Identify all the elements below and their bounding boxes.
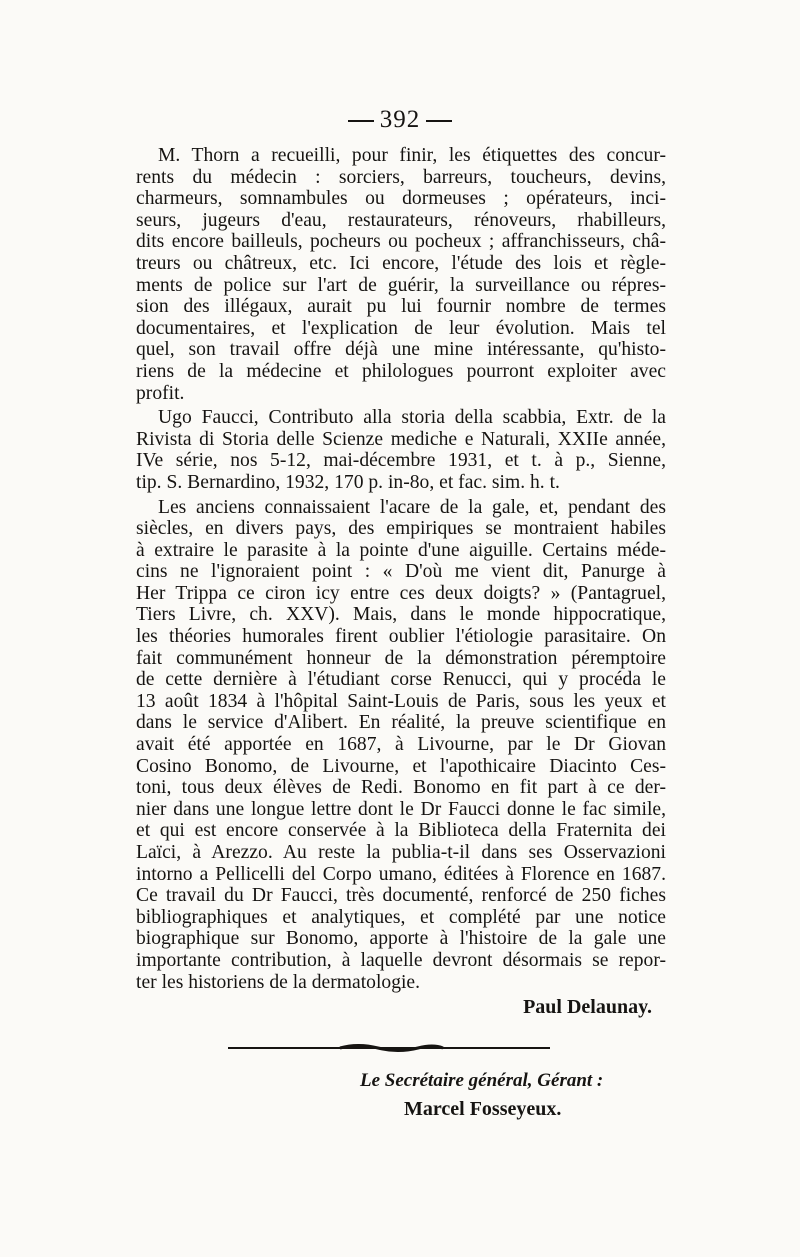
text-line: ments de police sur l'art de guérir, la surveillance ou répres- — [136, 274, 666, 296]
text-line: importante contribution, à laquelle devront désormais se repor- — [136, 949, 666, 971]
decorative-rule — [228, 1044, 550, 1052]
text-line: Laïci, à Arezzo. Au reste la publia-t-il dans ses Osservazioni — [136, 842, 666, 863]
text-line: charmeurs, somnambules ou dormeuses ; opérateurs, inci- — [136, 188, 666, 210]
text-line: biographique sur Bonomo, apporte à l'histoire de la gale une — [136, 928, 666, 950]
text-line: sion des illégaux, aurait pu lui fournir nombre de termes — [136, 296, 666, 318]
text-line: documentaires, et l'explication de leur évolution. Mais tel — [136, 317, 666, 339]
review-signature: Paul Delaunay. — [523, 996, 652, 1019]
page-number-text: 392 — [379, 106, 421, 133]
text-line: siècles, en divers pays, des empiriques se montraient habiles — [136, 518, 666, 540]
secretary-title: Le Secrétaire général, Gérant : — [360, 1070, 604, 1091]
secretary-name: Marcel Fosseyeux. — [404, 1098, 562, 1120]
text-line: dits encore bailleuls, pocheurs ou pocheux ; affranchisseurs, châ- — [136, 231, 666, 253]
paragraph-citation — [136, 407, 666, 493]
text-line: tip. S. Bernardino, 1932, 170 p. in-8o, et fac. sim. h. t. — [136, 471, 560, 493]
text-line: M. Thorn a recueilli, pour finir, les étiquettes des concur- — [158, 145, 666, 166]
page-number — [0, 106, 800, 134]
text-line: rents du médecin : sorciers, barreurs, toucheurs, devins, — [136, 166, 666, 188]
text-line: Rivista di Storia delle Scienze mediche e Naturali, XXIIe année, — [136, 428, 666, 450]
text-line: bibliographiques et analytiques, et complété par une notice — [136, 906, 666, 928]
text-line: les théories humorales firent oublier l'étiologie parasitaire. On — [136, 626, 666, 648]
text-line: IVe série, nos 5-12, mai-décembre 1931, et t. à p., Sienne, — [136, 450, 666, 472]
text-line: treurs ou châtreux, etc. Ici encore, l'étude des lois et règle- — [136, 252, 666, 274]
text-line: Ugo Faucci, Contributo alla storia della scabbia, Extr. de la — [158, 407, 666, 429]
text-line: ter les historiens de la dermatologie. — [136, 971, 421, 993]
folio-dash-right — [426, 120, 452, 122]
text-line: avait été apportée en 1687, à Livourne, par le Dr Giovan — [136, 734, 666, 756]
text-line: cins ne l'ignoraient point : « D'où me vient dit, Panurge à — [136, 561, 666, 583]
text-line: profit. — [136, 382, 185, 404]
text-line: riens de la médecine et philologues pourront exploiter avec — [136, 360, 666, 382]
text-line: Les anciens connaissaient l'acare de la gale, et, pendant des — [158, 496, 666, 518]
folio-dash-left — [348, 120, 374, 122]
text-line: toni, tous deux élèves de Redi. Bonomo en fit part à ce der- — [136, 777, 666, 799]
body-text — [136, 145, 666, 1019]
text-line: Tiers Livre, ch. XXV). Mais, dans le monde hippocratique, — [136, 604, 666, 626]
paragraph-thorn — [136, 145, 666, 404]
text-line: et qui est encore conservée à la Biblioteca della Fraternita dei — [136, 820, 666, 842]
text-line: dans le service d'Alibert. En réalité, la preuve scientifique en — [136, 712, 666, 734]
text-line: quel, son travail offre déjà une mine intéressante, qu'histo- — [136, 339, 666, 361]
text-line: 13 août 1834 à l'hôpital Saint-Louis de Paris, sous les yeux et — [136, 690, 666, 712]
paragraph-gale — [136, 497, 666, 994]
text-line: nier dans une longue lettre dont le Dr Faucci donne le fac simile, — [136, 798, 666, 820]
text-line: de cette dernière à l'étudiant corse Renucci, qui y procéda le — [136, 669, 666, 691]
text-line: Cosino Bonomo, de Livourne, et l'apothicaire Diacinto Ces- — [136, 755, 666, 777]
text-line: à extraire le parasite à la pointe d'une aiguille. Certains méde- — [136, 539, 666, 561]
text-line: seurs, jugeurs d'eau, restaurateurs, rénoveurs, rhabilleurs, — [136, 209, 666, 231]
text-line: intorno a Pellicelli del Corpo umano, éditées à Florence en 1687. — [136, 863, 666, 885]
text-line: Her Trippa ce ciron icy entre ces deux doigts? » (Pantagruel, — [136, 582, 666, 604]
text-line: fait communément honneur de la démonstration péremptoire — [136, 647, 666, 669]
text-line: Ce travail du Dr Faucci, très documenté, renforcé de 250 fiches — [136, 885, 666, 907]
